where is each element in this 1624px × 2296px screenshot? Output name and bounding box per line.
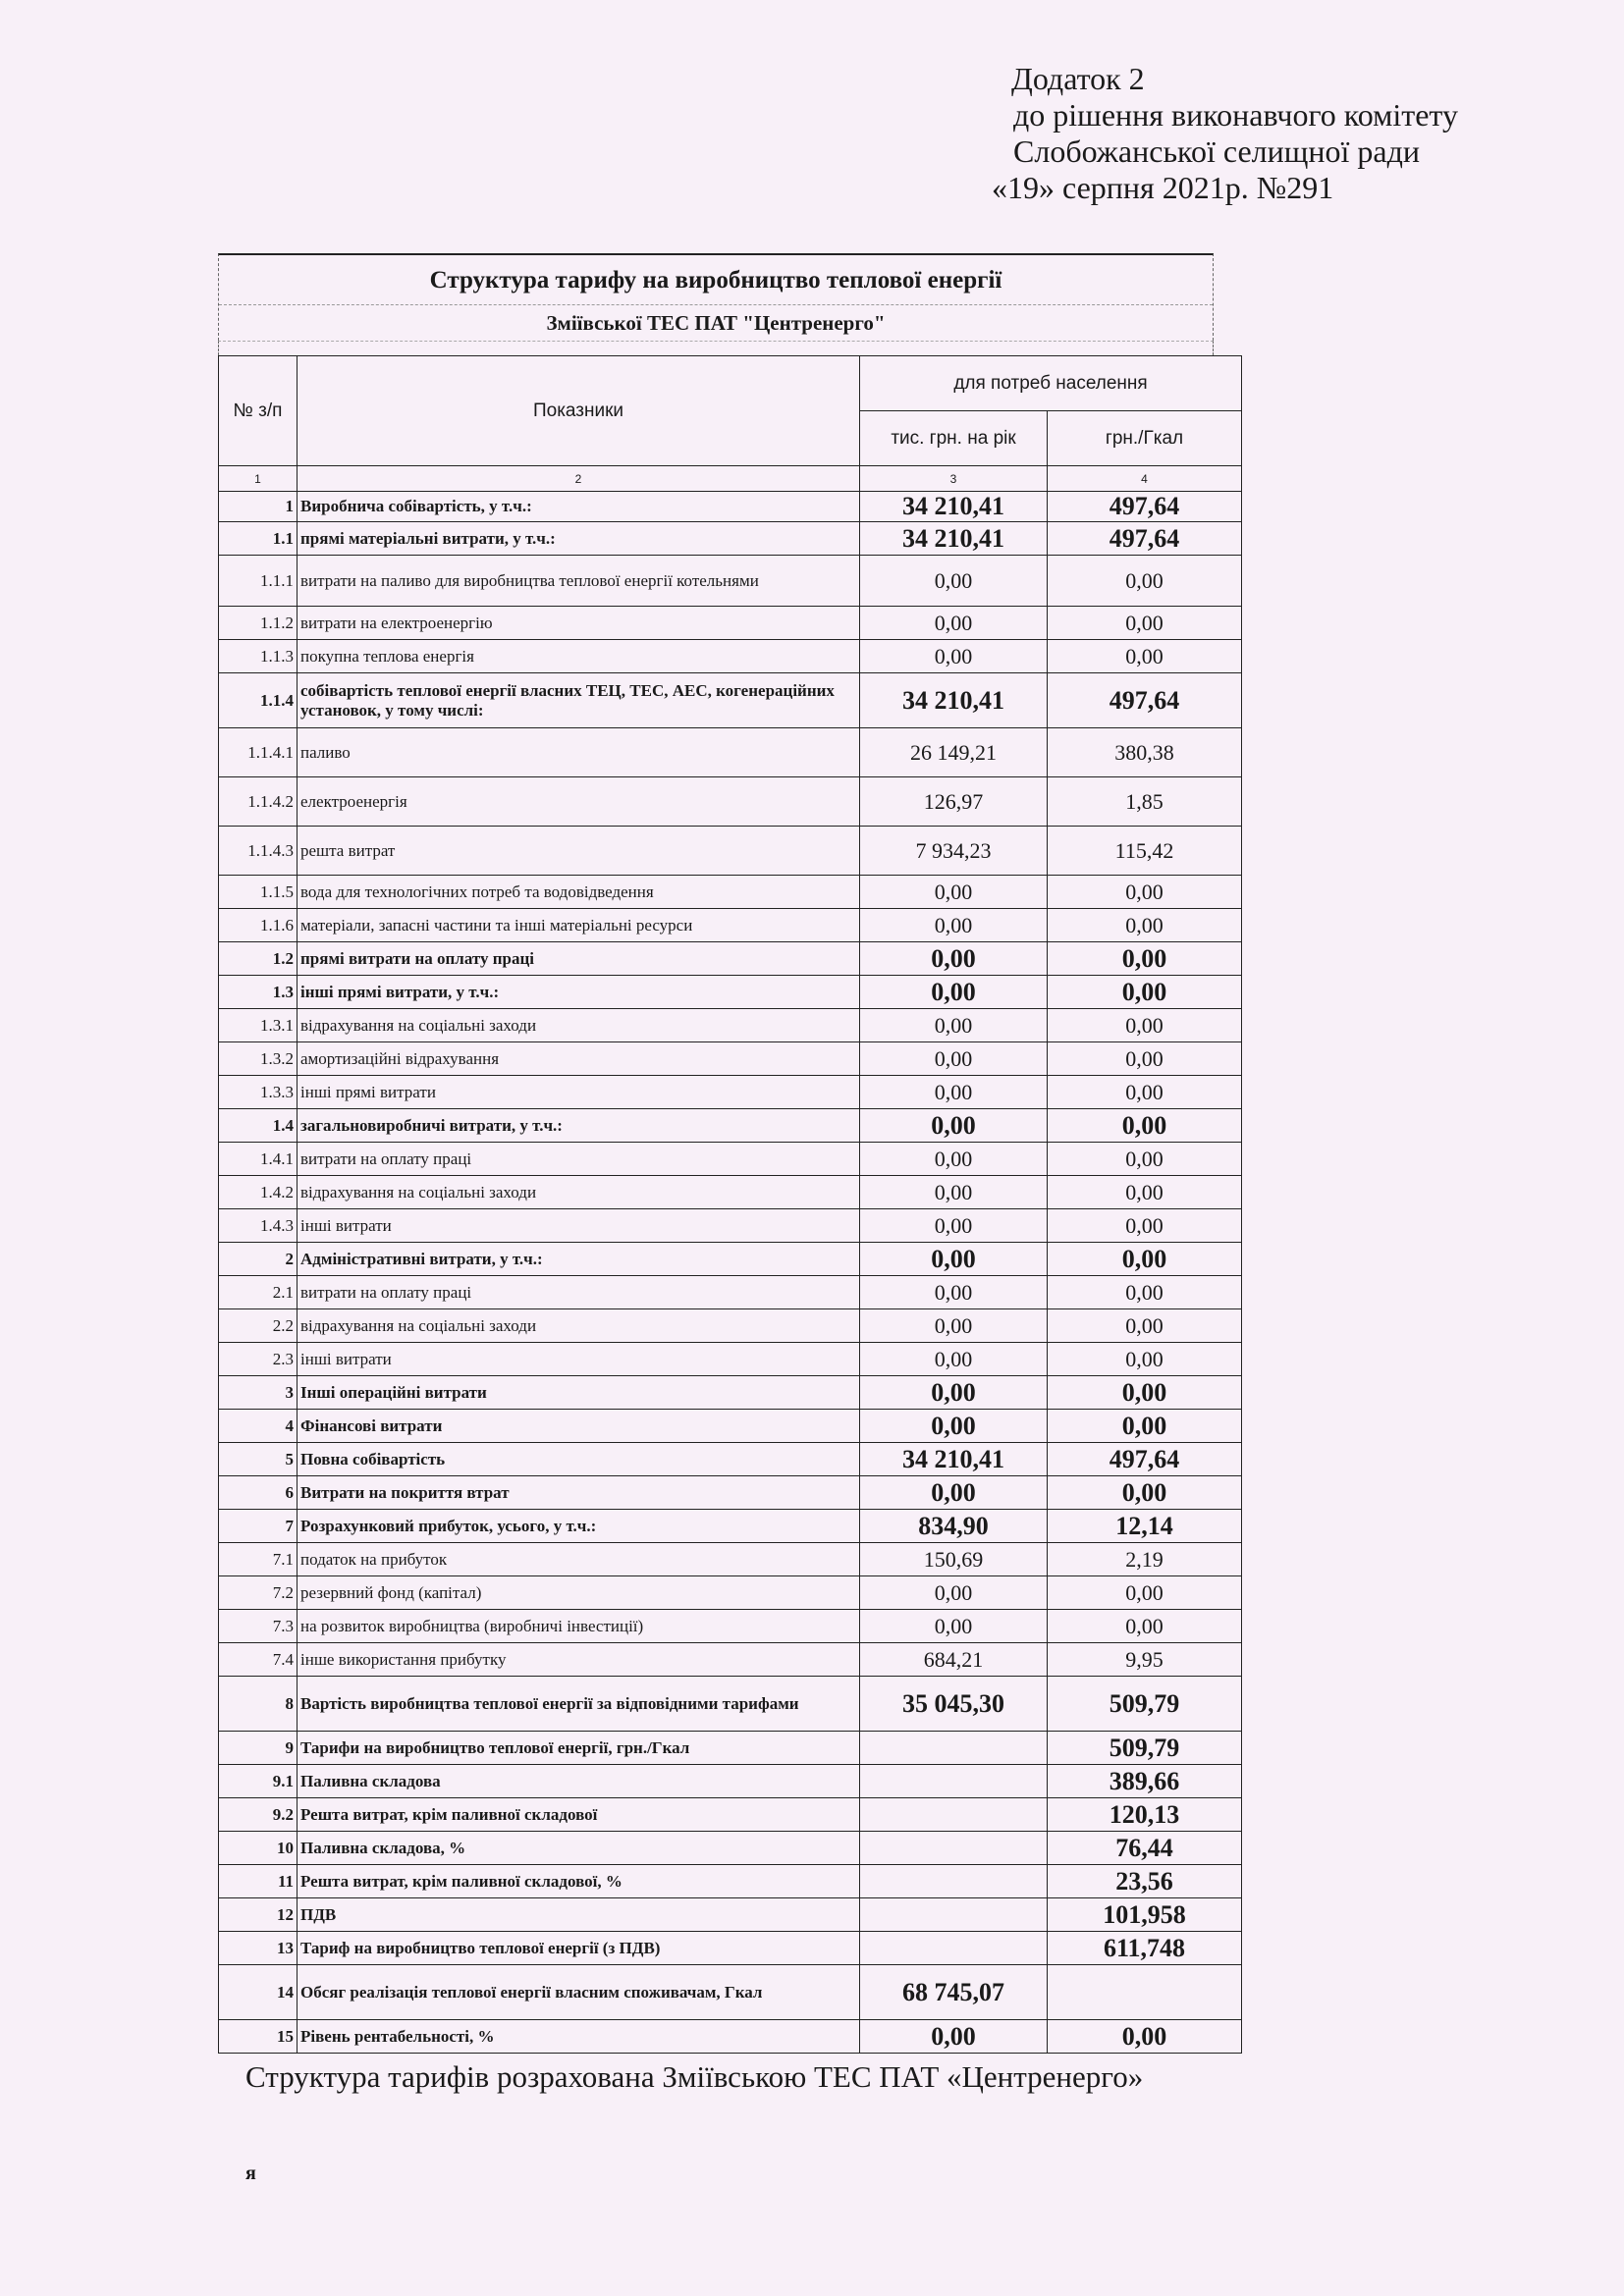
row-number: 5 bbox=[219, 1443, 298, 1476]
annex-line-4: «19» серпня 2021р. №291 bbox=[992, 170, 1334, 205]
table-row bbox=[219, 556, 1242, 607]
table-row bbox=[219, 1276, 1242, 1309]
table-row bbox=[219, 492, 1242, 522]
row-value-annual bbox=[860, 1932, 1048, 1965]
row-value-annual: 34 210,41 bbox=[860, 1443, 1048, 1476]
row-value-annual: 0,00 bbox=[860, 976, 1048, 1009]
row-label: Адміністративні витрати, у т.ч.: bbox=[298, 1243, 860, 1276]
row-number: 2.1 bbox=[219, 1276, 298, 1309]
header-num: № з/п bbox=[219, 356, 298, 466]
row-value-annual bbox=[860, 1765, 1048, 1798]
row-value-annual: 0,00 bbox=[860, 2020, 1048, 2054]
row-label: Повна собівартість bbox=[298, 1443, 860, 1476]
row-label: вода для технологічних потреб та водовідведення bbox=[298, 876, 860, 909]
table-row bbox=[219, 1076, 1242, 1109]
row-value-per-gcal: 0,00 bbox=[1048, 556, 1242, 607]
row-number: 1.3 bbox=[219, 976, 298, 1009]
table-row bbox=[219, 942, 1242, 976]
row-value-per-gcal: 23,56 bbox=[1048, 1865, 1242, 1898]
row-value-annual: 0,00 bbox=[860, 1243, 1048, 1276]
header-row-1 bbox=[219, 356, 1242, 411]
row-number: 9.2 bbox=[219, 1798, 298, 1832]
row-label: Рівень рентабельності, % bbox=[298, 2020, 860, 2054]
row-value-per-gcal: 1,85 bbox=[1048, 777, 1242, 827]
row-number: 1.2 bbox=[219, 942, 298, 976]
row-value-per-gcal: 0,00 bbox=[1048, 1276, 1242, 1309]
row-number: 1.1.1 bbox=[219, 556, 298, 607]
row-value-annual: 0,00 bbox=[860, 607, 1048, 640]
table-row bbox=[219, 1865, 1242, 1898]
row-value-annual: 0,00 bbox=[860, 640, 1048, 673]
row-value-per-gcal: 0,00 bbox=[1048, 909, 1242, 942]
row-number: 1.3.3 bbox=[219, 1076, 298, 1109]
row-number: 1.1.2 bbox=[219, 607, 298, 640]
row-value-annual: 0,00 bbox=[860, 1576, 1048, 1610]
row-label: Решта витрат, крім паливної складової, % bbox=[298, 1865, 860, 1898]
row-number: 2 bbox=[219, 1243, 298, 1276]
row-number: 9 bbox=[219, 1732, 298, 1765]
table-row bbox=[219, 1443, 1242, 1476]
corner-mark: я bbox=[245, 2163, 256, 2184]
table-row bbox=[219, 2020, 1242, 2054]
row-value-annual bbox=[860, 1898, 1048, 1932]
header-n3: 3 bbox=[860, 466, 1048, 492]
row-value-annual: 0,00 bbox=[860, 1076, 1048, 1109]
row-label: електроенергія bbox=[298, 777, 860, 827]
row-value-annual: 34 210,41 bbox=[860, 522, 1048, 556]
annex-line-2: до рішення виконавчого комітету bbox=[1013, 97, 1458, 133]
header-col3: тис. грн. на рік bbox=[860, 411, 1048, 466]
row-number: 1.4.3 bbox=[219, 1209, 298, 1243]
row-value-per-gcal: 497,64 bbox=[1048, 1443, 1242, 1476]
table-row bbox=[219, 1965, 1242, 2020]
row-label: інше використання прибутку bbox=[298, 1643, 860, 1677]
row-value-annual: 0,00 bbox=[860, 1376, 1048, 1410]
row-value-annual: 0,00 bbox=[860, 1343, 1048, 1376]
row-value-per-gcal: 0,00 bbox=[1048, 1209, 1242, 1243]
row-label: прямі матеріальні витрати, у т.ч.: bbox=[298, 522, 860, 556]
row-value-per-gcal: 497,64 bbox=[1048, 522, 1242, 556]
row-value-annual: 0,00 bbox=[860, 1410, 1048, 1443]
row-value-per-gcal: 0,00 bbox=[1048, 1143, 1242, 1176]
table-row bbox=[219, 673, 1242, 728]
row-label: відрахування на соціальні заходи bbox=[298, 1309, 860, 1343]
table-row bbox=[219, 1643, 1242, 1677]
row-number: 1.1.3 bbox=[219, 640, 298, 673]
table-row bbox=[219, 876, 1242, 909]
table-row bbox=[219, 1410, 1242, 1443]
row-label: відрахування на соціальні заходи bbox=[298, 1009, 860, 1042]
row-value-annual: 0,00 bbox=[860, 556, 1048, 607]
row-label: витрати на паливо для виробництва теплової енергії котельнями bbox=[298, 556, 860, 607]
row-value-annual: 0,00 bbox=[860, 1276, 1048, 1309]
row-value-per-gcal: 0,00 bbox=[1048, 640, 1242, 673]
row-value-per-gcal: 0,00 bbox=[1048, 1410, 1242, 1443]
row-number: 9.1 bbox=[219, 1765, 298, 1798]
row-value-per-gcal: 9,95 bbox=[1048, 1643, 1242, 1677]
row-value-annual: 0,00 bbox=[860, 1476, 1048, 1510]
row-value-annual: 0,00 bbox=[860, 1109, 1048, 1143]
table-title bbox=[218, 253, 1214, 341]
row-label: витрати на оплату праці bbox=[298, 1276, 860, 1309]
row-value-per-gcal: 0,00 bbox=[1048, 1309, 1242, 1343]
annex-line-3: Слобожанської селищної ради bbox=[1013, 133, 1420, 169]
table-row bbox=[219, 1109, 1242, 1143]
header-indicators: Показники bbox=[298, 356, 860, 466]
row-label: витрати на електроенергію bbox=[298, 607, 860, 640]
row-value-annual bbox=[860, 1732, 1048, 1765]
row-number: 1.1.4.1 bbox=[219, 728, 298, 777]
header-n1: 1 bbox=[219, 466, 298, 492]
row-number: 7.3 bbox=[219, 1610, 298, 1643]
header-group: для потреб населення bbox=[860, 356, 1242, 411]
row-value-annual: 26 149,21 bbox=[860, 728, 1048, 777]
annex-block bbox=[992, 61, 1458, 206]
table-row bbox=[219, 777, 1242, 827]
row-value-per-gcal: 380,38 bbox=[1048, 728, 1242, 777]
table-row bbox=[219, 1765, 1242, 1798]
row-value-per-gcal: 0,00 bbox=[1048, 1243, 1242, 1276]
row-value-per-gcal: 101,958 bbox=[1048, 1898, 1242, 1932]
row-label: відрахування на соціальні заходи bbox=[298, 1176, 860, 1209]
table-row bbox=[219, 1343, 1242, 1376]
row-label: на розвиток виробництва (виробничі інвестиції) bbox=[298, 1610, 860, 1643]
header-n2: 2 bbox=[298, 466, 860, 492]
row-number: 1.1.4.2 bbox=[219, 777, 298, 827]
row-value-annual: 7 934,23 bbox=[860, 827, 1048, 876]
row-number: 3 bbox=[219, 1376, 298, 1410]
row-value-annual: 0,00 bbox=[860, 942, 1048, 976]
row-number: 14 bbox=[219, 1965, 298, 2020]
row-value-per-gcal: 389,66 bbox=[1048, 1765, 1242, 1798]
row-label: Паливна складова, % bbox=[298, 1832, 860, 1865]
row-number: 7.4 bbox=[219, 1643, 298, 1677]
tariff-table bbox=[218, 355, 1242, 2054]
row-value-per-gcal: 0,00 bbox=[1048, 2020, 1242, 2054]
row-number: 15 bbox=[219, 2020, 298, 2054]
row-number: 1 bbox=[219, 492, 298, 522]
row-value-per-gcal: 0,00 bbox=[1048, 942, 1242, 976]
row-label: загальновиробничі витрати, у т.ч.: bbox=[298, 1109, 860, 1143]
table-title-line-1: Структура тарифу на виробництво теплової енергії bbox=[219, 255, 1213, 305]
table-row bbox=[219, 1576, 1242, 1610]
table-row bbox=[219, 1376, 1242, 1410]
table-row bbox=[219, 1832, 1242, 1865]
row-value-per-gcal: 0,00 bbox=[1048, 1610, 1242, 1643]
row-value-per-gcal: 0,00 bbox=[1048, 1176, 1242, 1209]
table-row bbox=[219, 909, 1242, 942]
row-value-per-gcal: 0,00 bbox=[1048, 1576, 1242, 1610]
row-number: 6 bbox=[219, 1476, 298, 1510]
row-label: резервний фонд (капітал) bbox=[298, 1576, 860, 1610]
table-row bbox=[219, 1610, 1242, 1643]
header-n4: 4 bbox=[1048, 466, 1242, 492]
row-value-annual: 126,97 bbox=[860, 777, 1048, 827]
row-number: 1.1.5 bbox=[219, 876, 298, 909]
annex-line-1: Додаток 2 bbox=[1011, 61, 1145, 96]
row-number: 12 bbox=[219, 1898, 298, 1932]
row-label: інші витрати bbox=[298, 1209, 860, 1243]
row-value-per-gcal: 0,00 bbox=[1048, 876, 1242, 909]
table-row bbox=[219, 1932, 1242, 1965]
row-number: 1.4.2 bbox=[219, 1176, 298, 1209]
row-number: 13 bbox=[219, 1932, 298, 1965]
row-number: 1.1.6 bbox=[219, 909, 298, 942]
row-value-per-gcal: 120,13 bbox=[1048, 1798, 1242, 1832]
row-value-per-gcal: 509,79 bbox=[1048, 1677, 1242, 1732]
table-row bbox=[219, 1677, 1242, 1732]
row-number: 10 bbox=[219, 1832, 298, 1865]
table-row bbox=[219, 1476, 1242, 1510]
row-number: 1.4 bbox=[219, 1109, 298, 1143]
row-number: 1.1 bbox=[219, 522, 298, 556]
row-label: решта витрат bbox=[298, 827, 860, 876]
table-row bbox=[219, 1176, 1242, 1209]
table-row bbox=[219, 1732, 1242, 1765]
table-row bbox=[219, 976, 1242, 1009]
table-row bbox=[219, 1042, 1242, 1076]
row-number: 4 bbox=[219, 1410, 298, 1443]
row-value-annual bbox=[860, 1865, 1048, 1898]
row-number: 1.1.4 bbox=[219, 673, 298, 728]
row-value-annual: 0,00 bbox=[860, 1176, 1048, 1209]
row-value-per-gcal: 0,00 bbox=[1048, 607, 1242, 640]
row-value-per-gcal: 0,00 bbox=[1048, 1042, 1242, 1076]
table-row bbox=[219, 522, 1242, 556]
title-gap bbox=[218, 341, 1214, 355]
row-label: витрати на оплату праці bbox=[298, 1143, 860, 1176]
row-value-per-gcal: 12,14 bbox=[1048, 1510, 1242, 1543]
table-title-line-2: Зміївської ТЕС ПАТ "Центренерго" bbox=[546, 311, 886, 335]
row-value-per-gcal: 76,44 bbox=[1048, 1832, 1242, 1865]
row-label: ПДВ bbox=[298, 1898, 860, 1932]
row-value-annual: 34 210,41 bbox=[860, 492, 1048, 522]
row-value-per-gcal: 497,64 bbox=[1048, 492, 1242, 522]
row-value-annual bbox=[860, 1798, 1048, 1832]
table-row bbox=[219, 1243, 1242, 1276]
row-label: інші витрати bbox=[298, 1343, 860, 1376]
table-row bbox=[219, 607, 1242, 640]
row-label: покупна теплова енергія bbox=[298, 640, 860, 673]
table-row bbox=[219, 1143, 1242, 1176]
row-label: Вартість виробництва теплової енергії за відповідними тарифами bbox=[298, 1677, 860, 1732]
tariff-table-body bbox=[219, 356, 1242, 2054]
table-row bbox=[219, 728, 1242, 777]
table-row bbox=[219, 1898, 1242, 1932]
row-value-annual: 0,00 bbox=[860, 1209, 1048, 1243]
table-row bbox=[219, 1510, 1242, 1543]
row-number: 7.2 bbox=[219, 1576, 298, 1610]
row-value-per-gcal: 509,79 bbox=[1048, 1732, 1242, 1765]
row-value-per-gcal: 2,19 bbox=[1048, 1543, 1242, 1576]
row-number: 2.2 bbox=[219, 1309, 298, 1343]
table-row bbox=[219, 1798, 1242, 1832]
row-label: інші прямі витрати bbox=[298, 1076, 860, 1109]
row-number: 1.3.1 bbox=[219, 1009, 298, 1042]
row-value-annual: 834,90 bbox=[860, 1510, 1048, 1543]
row-value-annual: 0,00 bbox=[860, 1143, 1048, 1176]
row-number: 7.1 bbox=[219, 1543, 298, 1576]
row-label: Тарифи на виробництво теплової енергії, грн./Гкал bbox=[298, 1732, 860, 1765]
row-value-per-gcal: 0,00 bbox=[1048, 1109, 1242, 1143]
row-label: Тариф на виробництво теплової енергії (з ПДВ) bbox=[298, 1932, 860, 1965]
row-value-annual: 0,00 bbox=[860, 909, 1048, 942]
row-label: Фінансові витрати bbox=[298, 1410, 860, 1443]
row-value-annual: 0,00 bbox=[860, 1009, 1048, 1042]
row-value-per-gcal: 0,00 bbox=[1048, 1376, 1242, 1410]
footer-note: Структура тарифів розрахована Зміївською ТЕС ПАТ «Центренерго» bbox=[245, 2059, 1144, 2094]
row-label: Решта витрат, крім паливної складової bbox=[298, 1798, 860, 1832]
row-value-annual bbox=[860, 1832, 1048, 1865]
table-row bbox=[219, 827, 1242, 876]
row-label: прямі витрати на оплату праці bbox=[298, 942, 860, 976]
row-label: амортизаційні відрахування bbox=[298, 1042, 860, 1076]
row-value-annual: 150,69 bbox=[860, 1543, 1048, 1576]
row-value-annual: 35 045,30 bbox=[860, 1677, 1048, 1732]
row-label: Розрахунковий прибуток, усього, у т.ч.: bbox=[298, 1510, 860, 1543]
row-label: Паливна складова bbox=[298, 1765, 860, 1798]
row-value-per-gcal: 115,42 bbox=[1048, 827, 1242, 876]
row-value-annual: 68 745,07 bbox=[860, 1965, 1048, 2020]
row-value-per-gcal: 497,64 bbox=[1048, 673, 1242, 728]
row-label: Інші операційні витрати bbox=[298, 1376, 860, 1410]
row-number: 11 bbox=[219, 1865, 298, 1898]
tariff-table-block bbox=[218, 253, 1214, 2054]
table-row bbox=[219, 640, 1242, 673]
row-value-per-gcal: 0,00 bbox=[1048, 1476, 1242, 1510]
row-number: 8 bbox=[219, 1677, 298, 1732]
row-value-annual: 684,21 bbox=[860, 1643, 1048, 1677]
header-col4: грн./Гкал bbox=[1048, 411, 1242, 466]
row-label: Виробнича собівартість, у т.ч.: bbox=[298, 492, 860, 522]
table-row bbox=[219, 1309, 1242, 1343]
row-label: матеріали, запасні частини та інші матеріальні ресурси bbox=[298, 909, 860, 942]
row-label: інші прямі витрати, у т.ч.: bbox=[298, 976, 860, 1009]
row-label: Витрати на покриття втрат bbox=[298, 1476, 860, 1510]
table-row bbox=[219, 1009, 1242, 1042]
header-row-numbers bbox=[219, 466, 1242, 492]
row-value-annual: 0,00 bbox=[860, 1309, 1048, 1343]
table-row bbox=[219, 1209, 1242, 1243]
row-label: Обсяг реалізація теплової енергії власним споживачам, Гкал bbox=[298, 1965, 860, 2020]
row-label: податок на прибуток bbox=[298, 1543, 860, 1576]
row-value-annual: 0,00 bbox=[860, 876, 1048, 909]
row-value-per-gcal: 0,00 bbox=[1048, 1076, 1242, 1109]
row-number: 1.1.4.3 bbox=[219, 827, 298, 876]
row-value-annual: 0,00 bbox=[860, 1042, 1048, 1076]
row-number: 1.4.1 bbox=[219, 1143, 298, 1176]
row-value-per-gcal: 0,00 bbox=[1048, 1343, 1242, 1376]
row-number: 2.3 bbox=[219, 1343, 298, 1376]
row-value-per-gcal: 0,00 bbox=[1048, 1009, 1242, 1042]
row-value-annual: 0,00 bbox=[860, 1610, 1048, 1643]
row-label: паливо bbox=[298, 728, 860, 777]
row-number: 7 bbox=[219, 1510, 298, 1543]
row-number: 1.3.2 bbox=[219, 1042, 298, 1076]
row-label: собівартість теплової енергії власних ТЕЦ, ТЕС, АЕС, когенераційних установок, у тому числі: bbox=[298, 673, 860, 728]
row-value-annual: 34 210,41 bbox=[860, 673, 1048, 728]
row-value-per-gcal bbox=[1048, 1965, 1242, 2020]
table-row bbox=[219, 1543, 1242, 1576]
row-value-per-gcal: 611,748 bbox=[1048, 1932, 1242, 1965]
row-value-per-gcal: 0,00 bbox=[1048, 976, 1242, 1009]
